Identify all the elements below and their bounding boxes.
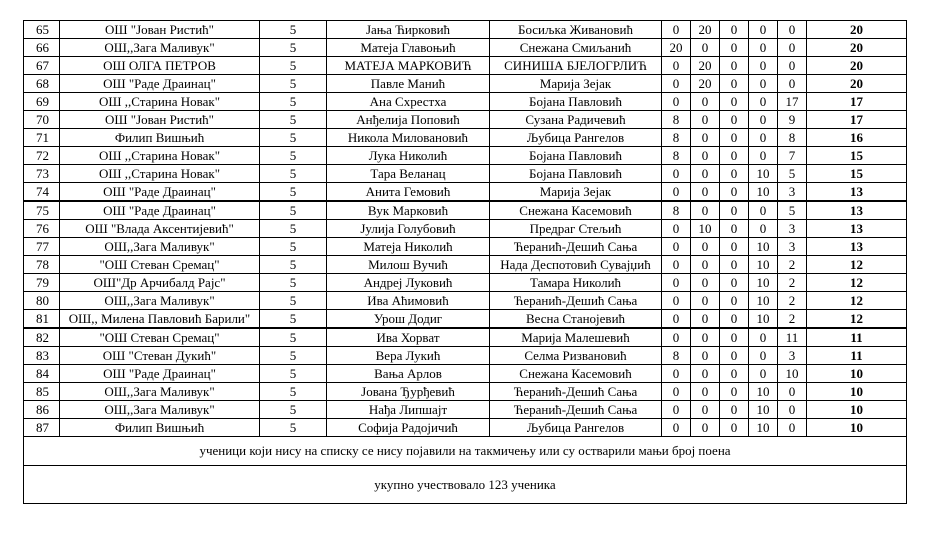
grade-cell: 5 <box>260 220 327 238</box>
school-cell: ОШ ,,Старина Новак" <box>60 147 260 165</box>
table-row <box>24 111 907 129</box>
score-3-cell: 0 <box>720 93 749 111</box>
table-row <box>24 310 907 329</box>
score-1-cell: 0 <box>662 310 691 329</box>
student-cell: Тара Веланац <box>327 165 490 183</box>
score-4-cell: 10 <box>749 274 778 292</box>
score-3-cell: 0 <box>720 147 749 165</box>
score-4-cell: 0 <box>749 111 778 129</box>
table-footer <box>24 437 907 504</box>
school-cell: ОШ,,Зага Маливук" <box>60 383 260 401</box>
school-cell: ОШ "Стеван Дукић" <box>60 347 260 365</box>
grade-cell: 5 <box>260 365 327 383</box>
grade-cell: 5 <box>260 111 327 129</box>
school-cell: Филип Вишњић <box>60 129 260 147</box>
rank-cell: 87 <box>24 419 60 437</box>
score-5-cell: 3 <box>778 183 807 202</box>
score-2-cell: 0 <box>691 147 720 165</box>
rank-cell: 80 <box>24 292 60 310</box>
total-cell: 11 <box>807 328 907 347</box>
score-1-cell: 8 <box>662 111 691 129</box>
school-cell: ОШ "Раде Драинац" <box>60 201 260 220</box>
score-3-cell: 0 <box>720 365 749 383</box>
score-2-cell: 0 <box>691 129 720 147</box>
total-cell: 13 <box>807 220 907 238</box>
score-1-cell: 0 <box>662 57 691 75</box>
score-1-cell: 0 <box>662 75 691 93</box>
teacher-cell: СИНИША БЈЕЛОГРЛИЋ <box>490 57 662 75</box>
student-cell: Јована Ђурђевић <box>327 383 490 401</box>
score-1-cell: 0 <box>662 238 691 256</box>
score-3-cell: 0 <box>720 274 749 292</box>
table-row <box>24 39 907 57</box>
rank-cell: 68 <box>24 75 60 93</box>
rank-cell: 67 <box>24 57 60 75</box>
score-1-cell: 0 <box>662 220 691 238</box>
rank-cell: 73 <box>24 165 60 183</box>
score-4-cell: 0 <box>749 328 778 347</box>
score-4-cell: 0 <box>749 93 778 111</box>
school-cell: Филип Вишњић <box>60 419 260 437</box>
score-1-cell: 0 <box>662 292 691 310</box>
table-row <box>24 93 907 111</box>
footer-note: ученици који нису на списку се нису појавили на такмичењу или су остварили мањи број поена <box>24 437 907 466</box>
score-1-cell: 8 <box>662 201 691 220</box>
score-3-cell: 0 <box>720 111 749 129</box>
school-cell: ОШ ,,Старина Новак" <box>60 165 260 183</box>
table-row <box>24 21 907 39</box>
grade-cell: 5 <box>260 75 327 93</box>
school-cell: ОШ ,,Старина Новак" <box>60 93 260 111</box>
score-4-cell: 10 <box>749 292 778 310</box>
score-3-cell: 0 <box>720 57 749 75</box>
student-cell: МАТЕЈА МАРКОВИЋ <box>327 57 490 75</box>
grade-cell: 5 <box>260 238 327 256</box>
grade-cell: 5 <box>260 256 327 274</box>
score-4-cell: 0 <box>749 365 778 383</box>
rank-cell: 82 <box>24 328 60 347</box>
school-cell: ОШ "Раде Драинац" <box>60 75 260 93</box>
teacher-cell: Марија Малешевић <box>490 328 662 347</box>
rank-cell: 70 <box>24 111 60 129</box>
score-5-cell: 9 <box>778 111 807 129</box>
school-cell: ОШ ОЛГА ПЕТРОВ <box>60 57 260 75</box>
grade-cell: 5 <box>260 147 327 165</box>
grade-cell: 5 <box>260 21 327 39</box>
student-cell: Лука Николић <box>327 147 490 165</box>
score-3-cell: 0 <box>720 347 749 365</box>
score-2-cell: 0 <box>691 310 720 329</box>
table-row <box>24 75 907 93</box>
score-5-cell: 8 <box>778 129 807 147</box>
score-1-cell: 0 <box>662 383 691 401</box>
score-3-cell: 0 <box>720 328 749 347</box>
student-cell: Софија Радојичић <box>327 419 490 437</box>
student-cell: Јања Ћирковић <box>327 21 490 39</box>
score-3-cell: 0 <box>720 401 749 419</box>
score-1-cell: 8 <box>662 147 691 165</box>
score-4-cell: 10 <box>749 419 778 437</box>
school-cell: ОШ "Раде Драинац" <box>60 365 260 383</box>
teacher-cell: Бојана Павловић <box>490 165 662 183</box>
score-2-cell: 0 <box>691 274 720 292</box>
grade-cell: 5 <box>260 419 327 437</box>
rank-cell: 66 <box>24 39 60 57</box>
rank-cell: 77 <box>24 238 60 256</box>
score-3-cell: 0 <box>720 21 749 39</box>
table-row <box>24 256 907 274</box>
table-row <box>24 201 907 220</box>
score-5-cell: 3 <box>778 220 807 238</box>
score-5-cell: 0 <box>778 401 807 419</box>
student-cell: Вук Марковић <box>327 201 490 220</box>
score-5-cell: 5 <box>778 201 807 220</box>
teacher-cell: Ћеранић-Дешић Сања <box>490 383 662 401</box>
score-2-cell: 0 <box>691 39 720 57</box>
score-4-cell: 0 <box>749 129 778 147</box>
student-cell: Нађа Липшајт <box>327 401 490 419</box>
score-5-cell: 0 <box>778 75 807 93</box>
school-cell: ОШ "Јован Ристић" <box>60 21 260 39</box>
score-2-cell: 0 <box>691 238 720 256</box>
total-cell: 15 <box>807 147 907 165</box>
score-3-cell: 0 <box>720 183 749 202</box>
teacher-cell: Босиљка Живановић <box>490 21 662 39</box>
score-3-cell: 0 <box>720 238 749 256</box>
total-cell: 13 <box>807 238 907 256</box>
school-cell: ОШ"Др Арчибалд Рајс" <box>60 274 260 292</box>
score-4-cell: 10 <box>749 310 778 329</box>
school-cell: ОШ,,Зага Маливук" <box>60 39 260 57</box>
table-row <box>24 292 907 310</box>
student-cell: Вања Арлов <box>327 365 490 383</box>
school-cell: "ОШ Стеван Сремац" <box>60 328 260 347</box>
score-2-cell: 20 <box>691 57 720 75</box>
table-row <box>24 365 907 383</box>
table-row <box>24 419 907 437</box>
score-5-cell: 7 <box>778 147 807 165</box>
score-1-cell: 20 <box>662 39 691 57</box>
score-4-cell: 0 <box>749 39 778 57</box>
teacher-cell: Селма Ризвановић <box>490 347 662 365</box>
student-cell: Ива Аћимовић <box>327 292 490 310</box>
score-5-cell: 2 <box>778 256 807 274</box>
rank-cell: 71 <box>24 129 60 147</box>
grade-cell: 5 <box>260 274 327 292</box>
table-row <box>24 328 907 347</box>
teacher-cell: Снежана Смиљанић <box>490 39 662 57</box>
score-4-cell: 0 <box>749 57 778 75</box>
score-4-cell: 0 <box>749 21 778 39</box>
table-row <box>24 274 907 292</box>
score-3-cell: 0 <box>720 310 749 329</box>
score-2-cell: 0 <box>691 201 720 220</box>
score-2-cell: 10 <box>691 220 720 238</box>
school-cell: ОШ "Влада Аксентијевић" <box>60 220 260 238</box>
total-cell: 12 <box>807 310 907 329</box>
score-3-cell: 0 <box>720 256 749 274</box>
score-4-cell: 0 <box>749 147 778 165</box>
score-2-cell: 0 <box>691 165 720 183</box>
score-3-cell: 0 <box>720 129 749 147</box>
score-1-cell: 0 <box>662 419 691 437</box>
score-1-cell: 0 <box>662 401 691 419</box>
rank-cell: 81 <box>24 310 60 329</box>
table-row <box>24 165 907 183</box>
school-cell: ОШ,,Зага Маливук" <box>60 401 260 419</box>
total-cell: 10 <box>807 401 907 419</box>
score-1-cell: 0 <box>662 365 691 383</box>
score-2-cell: 20 <box>691 21 720 39</box>
score-2-cell: 0 <box>691 183 720 202</box>
score-2-cell: 0 <box>691 256 720 274</box>
school-cell: "ОШ Стеван Сремац" <box>60 256 260 274</box>
table-row <box>24 147 907 165</box>
school-cell: ОШ "Јован Ристић" <box>60 111 260 129</box>
score-5-cell: 5 <box>778 165 807 183</box>
score-3-cell: 0 <box>720 220 749 238</box>
grade-cell: 5 <box>260 57 327 75</box>
teacher-cell: Бојана Павловић <box>490 147 662 165</box>
score-2-cell: 0 <box>691 347 720 365</box>
score-5-cell: 2 <box>778 292 807 310</box>
student-cell: Ива Хорват <box>327 328 490 347</box>
score-1-cell: 0 <box>662 256 691 274</box>
results-table <box>23 20 907 504</box>
score-5-cell: 10 <box>778 365 807 383</box>
rank-cell: 84 <box>24 365 60 383</box>
score-5-cell: 3 <box>778 238 807 256</box>
score-2-cell: 20 <box>691 75 720 93</box>
score-3-cell: 0 <box>720 39 749 57</box>
score-2-cell: 0 <box>691 111 720 129</box>
rank-cell: 74 <box>24 183 60 202</box>
total-cell: 10 <box>807 419 907 437</box>
total-cell: 12 <box>807 256 907 274</box>
score-1-cell: 0 <box>662 183 691 202</box>
school-cell: ОШ "Раде Драинац" <box>60 183 260 202</box>
total-cell: 20 <box>807 57 907 75</box>
score-1-cell: 0 <box>662 274 691 292</box>
student-cell: Ана Схрестха <box>327 93 490 111</box>
student-cell: Анита Гемовић <box>327 183 490 202</box>
school-cell: ОШ,, Милена Павловић Барили" <box>60 310 260 329</box>
table-row <box>24 183 907 202</box>
score-4-cell: 10 <box>749 165 778 183</box>
teacher-cell: Ћеранић-Дешић Сања <box>490 292 662 310</box>
score-3-cell: 0 <box>720 292 749 310</box>
score-5-cell: 17 <box>778 93 807 111</box>
grade-cell: 5 <box>260 39 327 57</box>
student-cell: Анђелија Поповић <box>327 111 490 129</box>
total-cell: 12 <box>807 292 907 310</box>
total-cell: 16 <box>807 129 907 147</box>
score-1-cell: 0 <box>662 21 691 39</box>
teacher-cell: Снежана Касемовић <box>490 201 662 220</box>
total-cell: 15 <box>807 165 907 183</box>
student-cell: Андреј Луковић <box>327 274 490 292</box>
score-3-cell: 0 <box>720 165 749 183</box>
score-4-cell: 10 <box>749 383 778 401</box>
score-5-cell: 0 <box>778 383 807 401</box>
student-cell: Матеја Николић <box>327 238 490 256</box>
rank-cell: 69 <box>24 93 60 111</box>
grade-cell: 5 <box>260 383 327 401</box>
score-5-cell: 0 <box>778 39 807 57</box>
student-cell: Павле Манић <box>327 75 490 93</box>
score-2-cell: 0 <box>691 401 720 419</box>
total-cell: 20 <box>807 39 907 57</box>
school-cell: ОШ,,Зага Маливук" <box>60 238 260 256</box>
rank-cell: 76 <box>24 220 60 238</box>
results-sheet <box>23 20 907 504</box>
teacher-cell: Љубица Рангелов <box>490 129 662 147</box>
rank-cell: 85 <box>24 383 60 401</box>
score-4-cell: 0 <box>749 220 778 238</box>
score-5-cell: 0 <box>778 57 807 75</box>
score-1-cell: 0 <box>662 165 691 183</box>
student-cell: Матеја Главоњић <box>327 39 490 57</box>
teacher-cell: Ћеранић-Дешић Сања <box>490 238 662 256</box>
grade-cell: 5 <box>260 165 327 183</box>
score-2-cell: 0 <box>691 419 720 437</box>
score-3-cell: 0 <box>720 419 749 437</box>
score-4-cell: 10 <box>749 238 778 256</box>
grade-cell: 5 <box>260 292 327 310</box>
grade-cell: 5 <box>260 183 327 202</box>
score-5-cell: 2 <box>778 310 807 329</box>
score-4-cell: 10 <box>749 401 778 419</box>
teacher-cell: Сузана Радичевић <box>490 111 662 129</box>
score-5-cell: 2 <box>778 274 807 292</box>
score-2-cell: 0 <box>691 365 720 383</box>
teacher-cell: Бојана Павловић <box>490 93 662 111</box>
score-5-cell: 0 <box>778 419 807 437</box>
teacher-cell: Љубица Рангелов <box>490 419 662 437</box>
total-cell: 20 <box>807 21 907 39</box>
teacher-cell: Снежана Касемовић <box>490 365 662 383</box>
total-cell: 10 <box>807 383 907 401</box>
table-row <box>24 401 907 419</box>
student-cell: Никола Миловановић <box>327 129 490 147</box>
rank-cell: 83 <box>24 347 60 365</box>
total-cell: 12 <box>807 274 907 292</box>
teacher-cell: Ћеранић-Дешић Сања <box>490 401 662 419</box>
score-5-cell: 3 <box>778 347 807 365</box>
grade-cell: 5 <box>260 129 327 147</box>
grade-cell: 5 <box>260 347 327 365</box>
teacher-cell: Нада Деспотовић Сувајџић <box>490 256 662 274</box>
grade-cell: 5 <box>260 310 327 329</box>
rank-cell: 86 <box>24 401 60 419</box>
score-2-cell: 0 <box>691 93 720 111</box>
footer-total: укупно учествовало 123 ученика <box>24 466 907 504</box>
table-row <box>24 57 907 75</box>
score-3-cell: 0 <box>720 383 749 401</box>
score-1-cell: 8 <box>662 347 691 365</box>
grade-cell: 5 <box>260 201 327 220</box>
score-2-cell: 0 <box>691 292 720 310</box>
score-3-cell: 0 <box>720 75 749 93</box>
teacher-cell: Весна Станојевић <box>490 310 662 329</box>
score-2-cell: 0 <box>691 383 720 401</box>
student-cell: Милош Вучић <box>327 256 490 274</box>
rank-cell: 79 <box>24 274 60 292</box>
total-cell: 17 <box>807 111 907 129</box>
total-cell: 11 <box>807 347 907 365</box>
teacher-cell: Предраг Стељић <box>490 220 662 238</box>
total-cell: 20 <box>807 75 907 93</box>
rank-cell: 65 <box>24 21 60 39</box>
score-5-cell: 11 <box>778 328 807 347</box>
score-4-cell: 0 <box>749 347 778 365</box>
grade-cell: 5 <box>260 401 327 419</box>
student-cell: Урош Додиг <box>327 310 490 329</box>
score-4-cell: 10 <box>749 256 778 274</box>
score-1-cell: 8 <box>662 129 691 147</box>
table-row <box>24 238 907 256</box>
table-row <box>24 220 907 238</box>
score-2-cell: 0 <box>691 328 720 347</box>
student-cell: Вера Лукић <box>327 347 490 365</box>
score-4-cell: 0 <box>749 201 778 220</box>
rank-cell: 78 <box>24 256 60 274</box>
teacher-cell: Марија Зејак <box>490 183 662 202</box>
score-1-cell: 0 <box>662 328 691 347</box>
score-1-cell: 0 <box>662 93 691 111</box>
table-row <box>24 347 907 365</box>
total-cell: 17 <box>807 93 907 111</box>
score-4-cell: 10 <box>749 183 778 202</box>
table-row <box>24 383 907 401</box>
grade-cell: 5 <box>260 328 327 347</box>
score-5-cell: 0 <box>778 21 807 39</box>
total-cell: 10 <box>807 365 907 383</box>
results-rows <box>24 21 907 437</box>
teacher-cell: Марија Зејак <box>490 75 662 93</box>
total-cell: 13 <box>807 183 907 202</box>
score-4-cell: 0 <box>749 75 778 93</box>
total-cell: 13 <box>807 201 907 220</box>
score-3-cell: 0 <box>720 201 749 220</box>
school-cell: ОШ,,Зага Маливук" <box>60 292 260 310</box>
student-cell: Јулија Голубовић <box>327 220 490 238</box>
grade-cell: 5 <box>260 93 327 111</box>
rank-cell: 72 <box>24 147 60 165</box>
teacher-cell: Тамара Николић <box>490 274 662 292</box>
table-row <box>24 129 907 147</box>
rank-cell: 75 <box>24 201 60 220</box>
